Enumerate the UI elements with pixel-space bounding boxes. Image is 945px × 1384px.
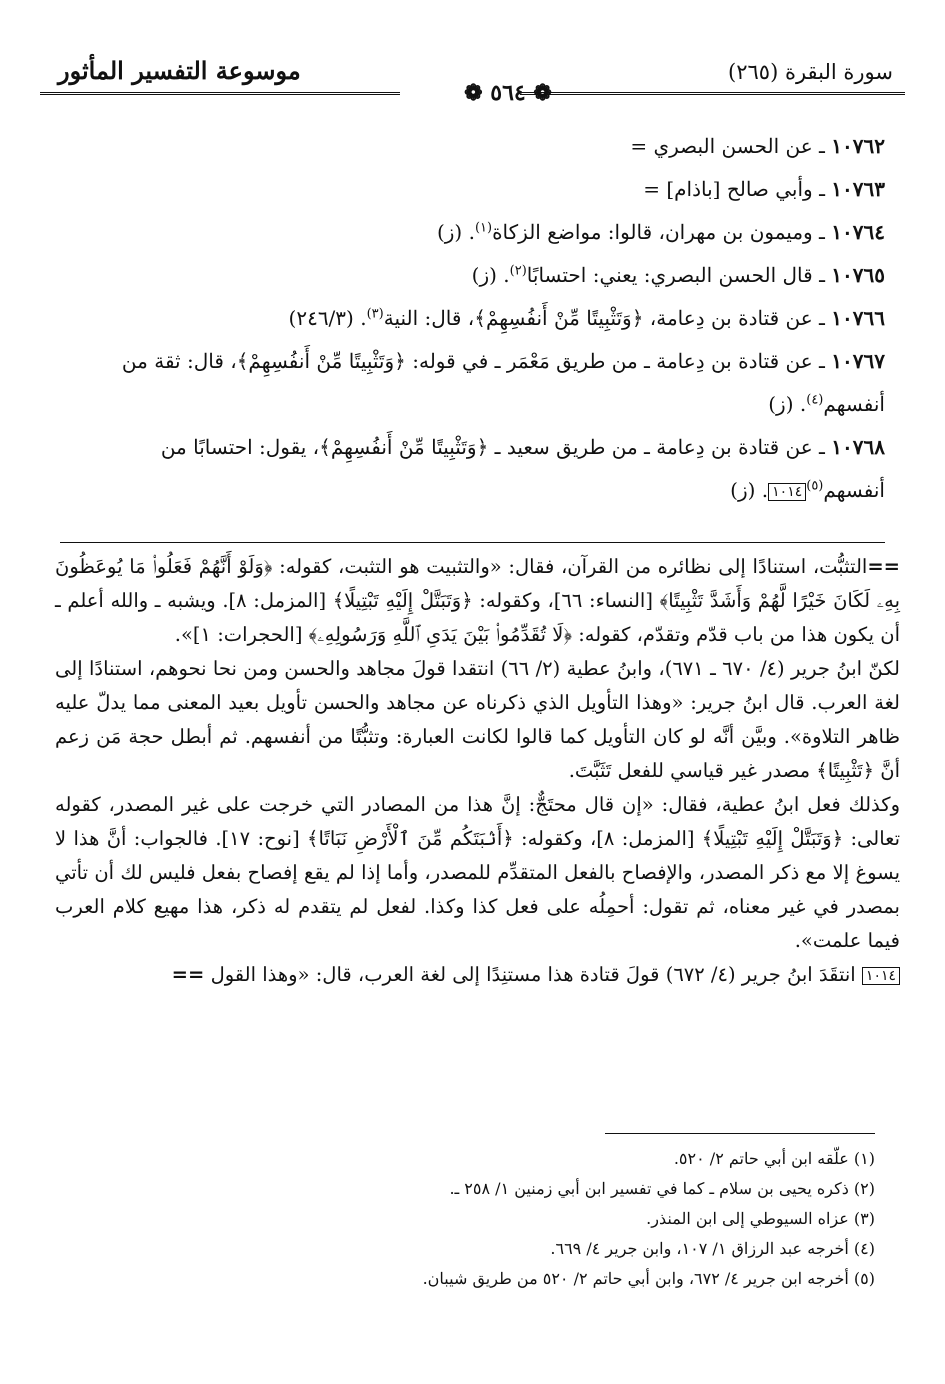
narration-tail: . (ز): [436, 220, 475, 244]
continuation-mark: ==: [171, 963, 205, 986]
footnote: (٥) أخرجه ابن جرير ٤/ ٦٧٢، وابن أبي حاتم ٢/ ٥٢٠ من طريق شيبان.: [422, 1269, 875, 1288]
commentary-paragraph: لكنّ ابنُ جرير (٤/ ٦٧٠ ـ ٦٧١)، وابنُ عطية (٢/ ٦٦) انتقدا قولَ مجاهد والحسن ومن نحا نحوهم، استنادًا إلى لغة العرب. قال ابنُ جرير: «وهذا التأويل الذي ذكرناه عن مجاهد والحسن تأويل بعيد المعنى مما يدلّ عليه ظاهر التلاوة». وبيَّن أنَّه لو كان التأويل كما قالوا لكانت العبارة: وتثبُّتًا من أنفسهم. ثم أبطل حجة مَن زعم أنَّ ﴿تَثْبِيتًا﴾ مصدر غير قياسي للفعل تَثَبَّتَ.: [55, 657, 900, 782]
footnote-marker: (٥): [806, 478, 824, 494]
narration-entry: [80, 125, 885, 168]
header-rule-left: [40, 92, 400, 95]
footnote-marker: (٢): [509, 263, 527, 279]
commentary-text: التثبُّت، استنادًا إلى نظائره من القرآن، فقال: «والتثبيت هو التثبت، كقوله: ﴿وَلَوْ أَنَّهُمْ فَعَلُوا۟ مَا يُوعَظُونَ بِهِۦ لَكَانَ خَيْرًا لَّهُمْ وَأَشَدَّ تَثْبِيتًا﴾ [النساء: ٦٦]، وكقوله: ﴿وَتَبَتَّلْ إِلَيْهِ تَبْتِيلًا﴾ [المزمل: ٨]. ويشبه ـ والله أعلم ـ أن يكون هذا من باب قدّم وتقدّم، كقوله: ﴿لَا تُقَدِّمُوا۟ بَيْنَ يَدَىِ ٱللَّهِ وَرَسُولِهِۦ﴾ [الحجرات: ١]».: [55, 555, 901, 646]
commentary-paragraph: وكذلك فعل ابنُ عطية، فقال: «إن قال محتَجٌّ: إنَّ هذا من المصادر التي خرجت على غير المصدر، كقوله تعالى: ﴿وَتَبَتَّلْ إِلَيْهِ تَبْتِيلًا﴾ [المزمل: ٨]، وكقوله: ﴿أَنۢبَتَكُم مِّنَ ٱلْأَرْضِ نَبَاتًا﴾ [نوح: ١٧]. فالجواب: أنَّ هذا لا يسوغ إلا مع ذكر المصدر، والإفصاح بالفعل المتقدِّم للمصدر، وأما إذا لم يقع إفصاح بفعل فليس لك أن تأتي بمصدر في غير معناه، ثم تقول: أحمِلُه على فعل كذا وكذا. لفعل لم يتقدم له ذكر، هذا مهيع كلام العرب فيما علمت».: [55, 793, 900, 952]
footnote-divider: [605, 1133, 875, 1134]
narration-text: ـ وأبي صالح [باذام] =: [643, 177, 832, 201]
surah-label: سورة البقرة (٢٦٥): [728, 60, 893, 84]
narration-text: ـ عن قتادة بن دِعامة ـ من طريق مَعْمَر ـ في قوله: ﴿وَتَثْبِيتًا مِّنْ أَنفُسِهِمْ﴾، قال: ثقة من أنفسهم: [121, 349, 885, 416]
footnote: (١) علّقه ابن أبي حاتم ٢/ ٥٢٠.: [673, 1149, 875, 1168]
commentary-text: انتقَدَ ابنُ جرير (٤/ ٦٧٢) قولَ قتادة هذا مستنِدًا إلى لغة العرب، قال: «وهذا القول: [210, 963, 862, 986]
narration-entry: [80, 168, 885, 211]
narration-text: ـ عن قتادة بن دِعامة، ﴿وَتَثْبِيتًا مِّنْ أَنفُسِهِمْ﴾، قال: النية: [383, 306, 832, 330]
narration-text: ـ عن قتادة بن دِعامة ـ من طريق سعيد ـ ﴿وَتَثْبِيتًا مِّنْ أَنفُسِهِمْ﴾، يقول: احتسابًا من أنفسهم: [160, 435, 885, 502]
narration-entry: [80, 211, 885, 254]
narration-tail: . (٢٤٦/٣): [288, 306, 367, 330]
continuation-mark: ==: [867, 555, 900, 578]
narration-number: ١٠٧٦٤: [831, 220, 885, 244]
commentary: [55, 550, 900, 992]
footnote: (٤) أخرجه عبد الرزاق ١/ ١٠٧، وابن جرير ٤/ ٦٦٩.: [550, 1239, 875, 1258]
commentary-paragraph: [55, 550, 900, 652]
narration-tail: . (ز): [730, 478, 769, 502]
footnote-marker: (٤): [806, 392, 824, 408]
book-title: موسوعة التفسير المأثور: [58, 56, 301, 85]
narration-text: ـ عن الحسن البصري =: [630, 134, 832, 158]
narration-number: ١٠٧٦٨: [831, 435, 885, 459]
narration-entry: [80, 254, 885, 297]
narration-text: ـ وميمون بن مهران، قالوا: مواضع الزكاة: [492, 220, 832, 244]
narration-number: ١٠٧٦٧: [831, 349, 885, 373]
page-header: [40, 50, 905, 106]
footnote-marker: (١): [474, 220, 493, 236]
header-rule-right: [520, 92, 905, 95]
narration-tail: . (ز): [768, 392, 807, 416]
narration-number: ١٠٧٦٣: [831, 177, 885, 201]
cross-reference-box: ١٠١٤: [768, 483, 806, 501]
footnote: (٣) عزاه السيوطي إلى ابن المنذر.: [646, 1209, 875, 1228]
narration-text: ـ قال الحسن البصري: يعني: احتسابًا: [526, 263, 832, 287]
footnote: (٢) ذكره يحيى بن سلام ـ كما في تفسير ابن أبي زمنين ١/ ٢٥٨ ـ.: [449, 1179, 875, 1198]
commentary-paragraph: [55, 958, 900, 992]
cross-reference-box: ١٠١٤: [862, 967, 900, 985]
page-number: ❁ ٥٦٤ ❁: [464, 80, 552, 106]
narration-entry: [80, 340, 885, 426]
narration-entry: [80, 297, 885, 340]
narration-number: ١٠٧٦٥: [831, 263, 885, 287]
narration-tail: . (ز): [471, 263, 510, 287]
narration-number: ١٠٧٦٦: [831, 306, 885, 330]
narrations: [80, 125, 885, 512]
narration-entry: [80, 426, 885, 512]
narration-number: ١٠٧٦٢: [831, 134, 885, 158]
footnote-marker: (٣): [366, 306, 384, 322]
section-divider: [60, 542, 885, 543]
footnotes: [80, 1144, 875, 1294]
